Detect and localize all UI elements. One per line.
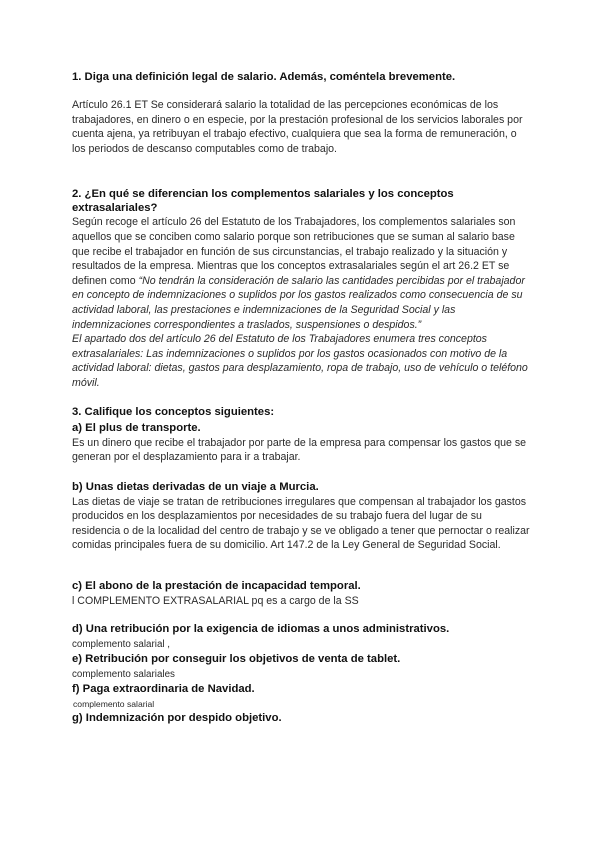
question-3c-title: c) El abono de la prestación de incapacidad temporal. — [72, 580, 361, 593]
question-3c-answer: l COMPLEMENTO EXTRASALARIAL pq es a cargo de la SS — [72, 595, 359, 608]
question-3a-title: a) El plus de transporte. — [72, 421, 201, 434]
document-page — [72, 70, 532, 725]
question-2-answer-italic: El apartado dos del artículo 26 del Estatuto de los Trabajadores enumera tres conceptos extrasalariales: Las indemnizaciones o suplidos por los gastos ocasionados con motivo de la actividad laboral: dietas, gastos para desplazamiento, ropa de trabajo, uso de vehículo o teléfono móvil. — [72, 333, 528, 389]
question-3a-answer: Es un dinero que recibe el trabajador por parte de la empresa para compensar los gastos que se generan por el desplazamiento para ir a trabajar. — [72, 436, 527, 464]
question-3e-title: e) Retribución por conseguir los objetivos de venta de tablet. — [72, 652, 401, 665]
question-3g-title: g) Indemnización por despido objetivo. — [72, 711, 282, 724]
question-2-answer — [72, 215, 532, 332]
question-2-answer-plain: Según recoge el artículo 26 del Estatuto de los Trabajadores, los complementos salariales son aquellos que se conciben como salario porque son retribuciones que se suman al salario base que recibe el trabajador en función de sus circunstancias, el trabajo realizado y la situación y resultados de la empresa. Mientras que los conceptos extrasalariales según el art 26.2 ET se definen como — [72, 216, 516, 287]
question-2-answer-quote: “No tendrán la consideración de salario las cantidades percibidas por el trabajador en concepto de indemnizaciones o suplidos por los gastos realizados como consecuencia de su actividad laboral, las prestaciones e indemnizaciones de la Seguridad Social y las indemnizaciones correspondientes a traslados, suspensiones o despidos.” — [72, 274, 525, 331]
question-3b-title: b) Unas dietas derivadas de un viaje a Murcia. — [72, 480, 319, 493]
question-1-answer: Artículo 26.1 ET Se considerará salario la totalidad de las percepciones económicas de los trabajadores, en dinero o en especie, por la prestación profesional de los servicios laborales por cuenta ajena, ya retribuyan el trabajo efectivo, cualquiera que sea la forma de remuneración, o los periodos de descanso computables como de trabajo. — [72, 99, 523, 155]
question-3d-answer: complemento salarial , — [72, 638, 171, 650]
question-2-title: 2. ¿En qué se diferencian los complementos salariales y los conceptos extrasalariales? — [72, 188, 454, 215]
question-3b-answer: Las dietas de viaje se tratan de retribuciones irregulares que compensan al trabajador los gastos producidos en los desplazamientos por necesidades de su trabajo fuera del lugar de su residencia o de la localidad del centro de trabajo y se ve obligado a tener que pernoctar o realizar comidas principales fuera de su domicilio. Art 147.2 de la Ley General de Seguridad Social. — [72, 495, 530, 552]
question-3f-title: f) Paga extraordinaria de Navidad. — [72, 682, 255, 695]
question-3e-answer: complemento salariales — [72, 668, 175, 680]
question-1-title: 1. Diga una definición legal de salario. Además, coméntela brevemente. — [72, 71, 456, 83]
question-3f-answer: complemento salarial — [73, 698, 155, 709]
question-3-title: 3. Califique los conceptos siguientes: — [72, 405, 275, 418]
question-3d-title: d) Una retribución por la exigencia de idiomas a unos administrativos. — [72, 622, 450, 635]
